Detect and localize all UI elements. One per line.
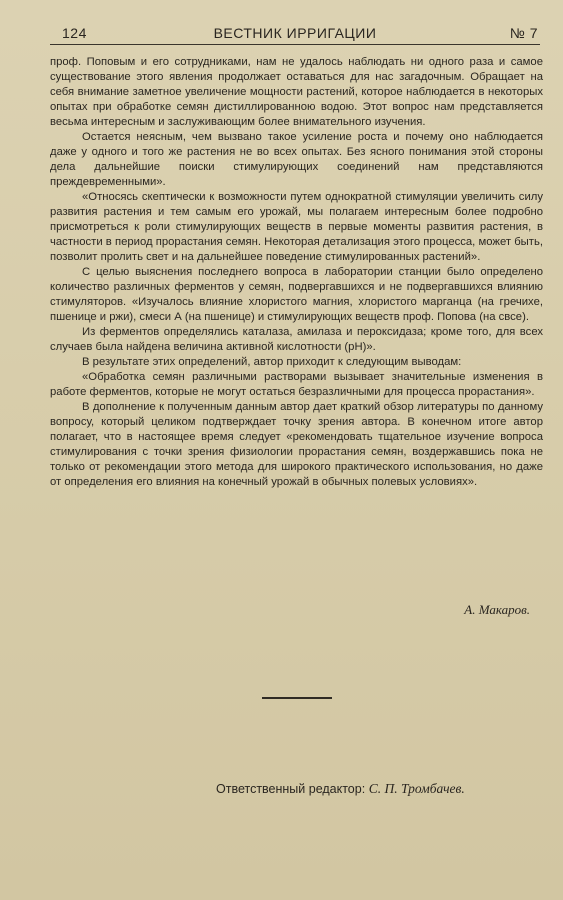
paragraph: «Относясь скептически к возможности путем однократной стимуляции увеличить силу развития растения и тем самым его урожай, мы полагаем интересным более подробно присмотреться к роли стимулирующих веществ в первые моменты развития растения, в частности в период прорастания семян. Некоторая детализация этого процесса, может быть, позволит пролить свет и на дальнейшее поведение стимулированных растений». [50,191,543,263]
paragraph: «Обработка семян различными растворами вызывает значительные изменения в работе ферментов, которые не могут остаться безразличными для процесса прорастания». [50,371,543,398]
paragraph: В дополнение к полученным данным автор дает краткий обзор литературы по данному вопросу, который целиком подтверждает точку зрения автора. В конечном итоге автор полагает, что в настоящее время следует «рекомендовать тщательное изучение вопроса стимулирования с точки зрения физиологии прорастания семян, воздержавшись пока не только от рекомендации этого метода для широкого практического использования, но даже от определения его влияния на конечный урожай в обычных полевых условиях». [50,401,543,488]
journal-title: ВЕСТНИК ИРРИГАЦИИ [213,25,377,41]
author-signature: А. Макаров. [464,602,530,617]
editor-label: Ответственный редактор: [216,782,366,796]
editor-line [216,781,465,797]
article-body [50,55,543,490]
issue-number: № 7 [509,25,538,41]
paragraph: В результате этих определений, автор приходит к следующим выводам: [82,356,462,368]
paragraph: Остается неясным, чем вызвано такое усиление роста и почему оно наблюдается даже у одного и того же растения не во всех опытах. Без ясного понимания этой стороны дела дальнейшие поиски стимулирующих соединений нам представляются преждевременными». [50,131,543,188]
paragraph: проф. Поповым и его сотрудниками, нам не удалось наблюдать ни одного раза и самое существование этого явления продолжает оставаться для нас загадочным. Обращает на себя внимание заметное увеличение мощности растений, которое наблюдается в некоторых опытах при обработке семян дистиллированною водою. Этот вопрос нам представляется весьма интересным и заслуживающим более внимательного изучения. [50,56,543,128]
paragraph: Из ферментов определялись каталаза, амилаза и пероксидаза; кроме того, для всех случаев была найдена величина активной кислотности (pH)». [50,326,543,353]
editor-name: С. П. Тромбачев. [368,781,465,796]
paragraph: С целью выяснения последнего вопроса в лаборатории станции было определено количество различных ферментов у семян, подвергавшихся и не подвергавшихся влиянию стимуляторов. «Изучалось влияние хлористого магния, хлористого марганца (на гречихе, пшенице и ржи), смеси А (на пшенице) и стимулирующих веществ проф. Попова (на свсе). [50,266,543,323]
running-header [50,22,540,45]
page-number: 124 [62,25,87,41]
section-divider [262,697,332,699]
